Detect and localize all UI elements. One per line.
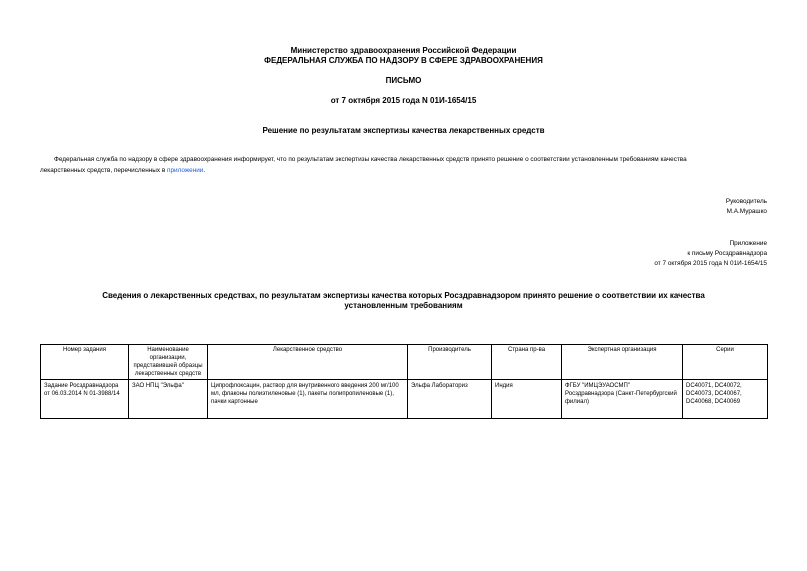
signature-name: М.А.Мурашко	[726, 208, 767, 215]
appendix-label: Приложение	[729, 240, 767, 247]
body-line-2	[40, 166, 205, 175]
doc-type: ПИСЬМО	[385, 76, 422, 85]
subject-title: Решение по результатам экспертизы качества лекарственных средств	[262, 126, 545, 135]
header-expert-org: Экспертная организация	[562, 345, 683, 380]
signature-position: Руководитель	[725, 198, 767, 205]
cell-country: Индия	[492, 380, 562, 419]
header-series: Серии	[683, 345, 768, 380]
header-task-number: Номер задания	[41, 345, 129, 380]
table-header-row	[41, 345, 768, 380]
cell-org-name: ЗАО НПЦ "Эльфа"	[129, 380, 208, 419]
appendix-title-line-1: Сведения о лекарственных средствах, по результатам экспертизы качества которых Росздравнадзором принято решение о соответствии их качества	[102, 291, 705, 300]
doc-date: от 7 октября 2015 года N 01И-1654/15	[330, 96, 477, 105]
ministry-title: Министерство здравоохранения Российской Федерации	[290, 46, 517, 55]
body-line-1: Федеральная служба по надзору в сфере здравоохранения информирует, что по результатам экспертизы качества лекарственных средств принято решение о соответствии установленным требованиям качества	[54, 156, 687, 163]
cell-task-number: Задание Росздравнадзора от 06.03.2014 N 01-3988/14	[41, 380, 129, 419]
cell-drug: Ципрофлоксацин, раствор для внутривенного введения 200 мг/100 мл, флаконы полиэтиленовые (1), пакеты полипропиленовые (1), пачки картонные	[208, 380, 408, 419]
appendix-to-letter: к письму Росздравнадзора	[687, 250, 767, 257]
header-country: Страна пр-ва	[492, 345, 562, 380]
header-org-name: Наименование организации, представившей образцы лекарственных средств	[129, 345, 208, 380]
cell-manufacturer: Эльфа Лабораториз	[408, 380, 492, 419]
header-manufacturer: Производитель	[408, 345, 492, 380]
header-drug: Лекарственное средство	[208, 345, 408, 380]
drug-quality-table	[40, 344, 768, 419]
cell-expert-org: ФГБУ "ИМЦЭУАОСМП" Росздравнадзора (Санкт-Петербургский филиал)	[562, 380, 683, 419]
appendix-link[interactable]: приложении	[167, 167, 204, 174]
table-row	[41, 380, 768, 419]
service-title: ФЕДЕРАЛЬНАЯ СЛУЖБА ПО НАДЗОРУ В СФЕРЕ ЗДРАВООХРАНЕНИЯ	[264, 56, 543, 65]
appendix-title-line-2: установленным требованиям	[344, 301, 463, 310]
cell-series: DC40071, DC40072, DC40073, DC40067, DC40068, DC40069	[683, 380, 768, 419]
body-line-2-suffix: .	[203, 167, 206, 174]
body-line-2-prefix: лекарственных средств, перечисленных в	[40, 167, 167, 174]
appendix-date: от 7 октября 2015 года N 01И-1654/15	[654, 260, 767, 267]
